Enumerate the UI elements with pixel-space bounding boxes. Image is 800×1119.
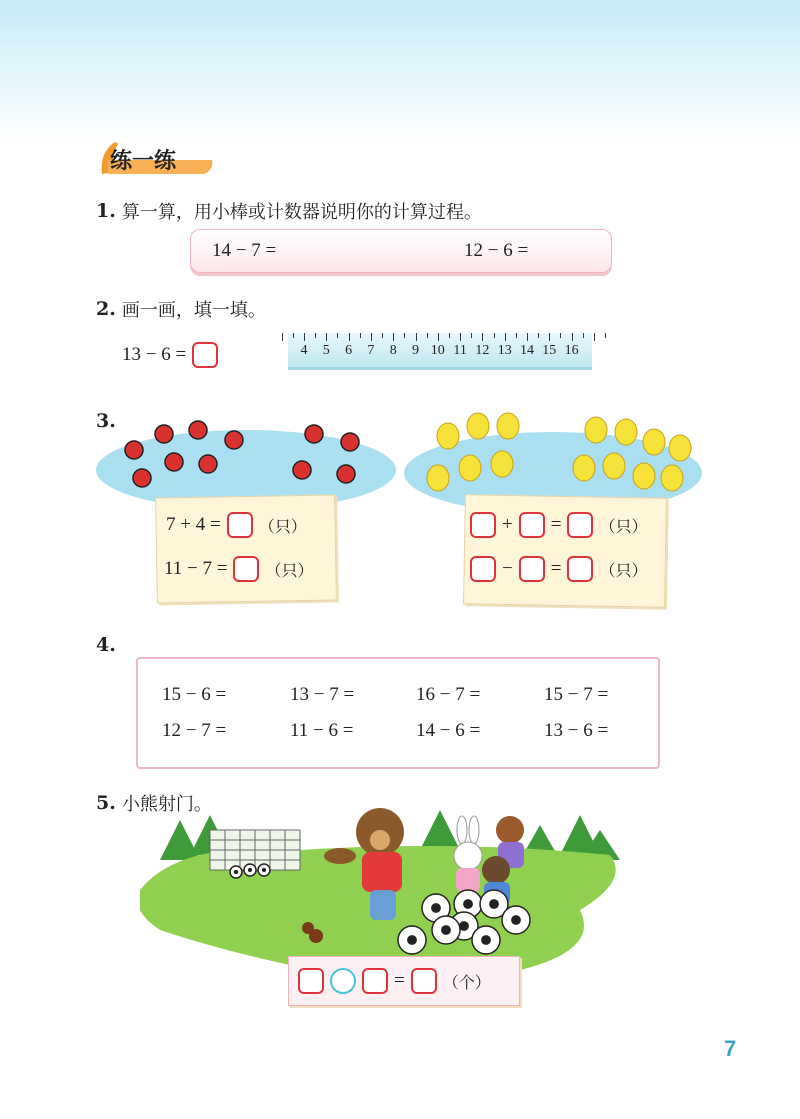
answer-box[interactable] <box>362 968 388 994</box>
ruler-tick <box>605 333 606 338</box>
ruler-tick <box>382 333 383 338</box>
ruler-tick <box>404 333 405 338</box>
ruler-tick <box>460 333 461 341</box>
q4-expr: 11 − 6 = <box>290 720 354 741</box>
q4-expr: 12 − 7 = <box>162 720 227 741</box>
unit-label: （只） <box>599 560 648 580</box>
ruler-label: 7 <box>367 343 375 358</box>
ruler-label: 14 <box>520 343 534 358</box>
q4-expr: 16 − 7 = <box>416 684 481 705</box>
ruler-tick <box>416 333 417 341</box>
chick-icon <box>643 429 665 455</box>
ruler-tick <box>505 333 506 341</box>
operator: − <box>502 558 513 579</box>
ruler-tick <box>304 333 305 341</box>
ruler-tick <box>427 333 428 338</box>
chick-icon <box>603 453 625 479</box>
question-number: 5. <box>96 792 116 814</box>
question-2 <box>96 296 266 322</box>
ruler-tick <box>349 333 350 341</box>
chick-group <box>424 406 704 506</box>
ruler-tick <box>393 333 394 341</box>
answer-box[interactable] <box>233 556 259 582</box>
ladybug-icon <box>133 469 151 487</box>
chick-icon <box>633 463 655 489</box>
ladybug-icon <box>189 421 207 439</box>
answer-box[interactable] <box>192 342 218 368</box>
ruler-tick <box>326 333 327 341</box>
ruler-tick <box>583 333 584 338</box>
ladybug-icon <box>225 431 243 449</box>
chick-icon <box>669 435 691 461</box>
chick-icon <box>615 419 637 445</box>
answer-box[interactable] <box>470 512 496 538</box>
chick-icon <box>427 465 449 491</box>
soccer-ball-patch <box>481 935 491 945</box>
question-text: 画一画，填一填。 <box>121 300 266 321</box>
ruler-tick <box>494 333 495 338</box>
answer-box[interactable] <box>519 556 545 582</box>
ruler-tick <box>438 333 439 341</box>
ruler-tick <box>282 333 283 341</box>
answer-box[interactable] <box>519 512 545 538</box>
ladybug-icon <box>165 453 183 471</box>
ruler-label: 11 <box>453 343 467 358</box>
q4-card <box>136 657 660 769</box>
q2-equation <box>122 342 218 368</box>
operator: = <box>550 514 562 535</box>
ladybug-icon <box>125 441 143 459</box>
chick-icon <box>491 451 513 477</box>
operator: = <box>394 970 405 991</box>
ruler-label: 13 <box>497 343 512 358</box>
ladybug-icon <box>199 455 217 473</box>
unit-label: （个） <box>442 972 491 992</box>
question-3-number: 3. <box>96 410 116 432</box>
soccer-scene <box>140 800 630 980</box>
q2-expr: 13 − 6 = <box>122 344 187 365</box>
rabbit-character <box>454 816 482 892</box>
ruler-tick <box>315 333 316 338</box>
ruler-label: 9 <box>412 343 419 358</box>
chick-icon <box>437 423 459 449</box>
q5-equation <box>298 968 491 994</box>
soccer-ball-patch <box>407 935 417 945</box>
question-4-number: 4. <box>96 634 116 656</box>
unit-label: （只） <box>265 560 314 580</box>
unit-label: （只） <box>599 516 648 536</box>
q1-expr-2: 12 − 6 = <box>464 240 529 261</box>
q4-expr: 13 − 7 = <box>290 684 355 705</box>
ladybug-icon <box>337 465 355 483</box>
ruler-label: 12 <box>475 343 490 358</box>
answer-box[interactable] <box>227 512 253 538</box>
q1-expr-1: 14 − 7 = <box>212 240 277 261</box>
ruler-tick <box>371 333 372 341</box>
soccer-ball-patch <box>511 915 521 925</box>
ruler-tick <box>516 333 517 338</box>
page-number: 7 <box>724 1036 737 1061</box>
ruler-tick <box>549 333 550 341</box>
ruler-label: 6 <box>345 343 353 358</box>
ruler-label: 16 <box>564 343 579 358</box>
ladybug-icon <box>341 433 359 451</box>
soccer-ball-patch <box>489 899 499 909</box>
operator: + <box>502 514 513 535</box>
q3-right-row1 <box>470 512 647 538</box>
ruler-label: 5 <box>322 343 330 358</box>
soccer-ball-patch <box>441 925 451 935</box>
ruler-label: 10 <box>430 343 445 358</box>
ruler-label: 8 <box>389 343 397 358</box>
ruler-tick <box>293 333 294 338</box>
chick-icon <box>497 413 519 439</box>
q4-expr: 15 − 7 = <box>544 684 609 705</box>
question-1 <box>96 198 482 224</box>
ruler-label: 15 <box>542 343 557 358</box>
operator-circle[interactable] <box>330 968 356 994</box>
answer-box[interactable] <box>567 512 593 538</box>
question-text: 小熊射门。 <box>121 794 212 815</box>
soccer-ball-patch <box>463 899 473 909</box>
q3-left-card <box>155 494 337 603</box>
soccer-ball-patch <box>262 868 266 872</box>
unit-label: （只） <box>258 516 307 536</box>
q3-left-row2 <box>164 556 314 582</box>
answer-box[interactable] <box>411 968 437 994</box>
ruler-tick <box>360 333 361 338</box>
chick-icon <box>573 455 595 481</box>
ruler-tick <box>449 333 450 338</box>
expr: 11 − 7 = <box>164 558 228 579</box>
ladybug-icon <box>155 425 173 443</box>
soccer-ball-patch <box>248 868 252 872</box>
q3-left-row1 <box>166 512 307 538</box>
soccer-ball-patch <box>431 903 441 913</box>
ruler-label: 4 <box>300 343 308 358</box>
chick-icon <box>585 417 607 443</box>
ruler-tick <box>572 333 573 341</box>
ruler-tick <box>538 333 539 338</box>
answer-box[interactable] <box>298 968 324 994</box>
section-title: 练一练 <box>110 149 177 174</box>
chick-icon <box>661 465 683 491</box>
ladybug-icon <box>305 425 323 443</box>
answer-box[interactable] <box>567 556 593 582</box>
soccer-ball-patch <box>234 870 238 874</box>
q3-right-row2 <box>470 556 647 582</box>
ruler-tick <box>527 333 528 341</box>
question-number: 1. <box>96 200 116 222</box>
q4-expr: 13 − 6 = <box>544 720 609 741</box>
ruler-tick <box>482 333 483 341</box>
expr: 7 + 4 = <box>166 514 221 535</box>
q4-expr: 15 − 6 = <box>162 684 227 705</box>
q4-expr: 14 − 6 = <box>416 720 481 741</box>
ladybug-group <box>110 412 380 502</box>
ruler-tick <box>471 333 472 338</box>
chick-icon <box>467 413 489 439</box>
operator: = <box>550 558 562 579</box>
question-text: 算一算，用小棒或计数器说明你的计算过程。 <box>121 202 482 223</box>
question-number: 2. <box>96 298 116 320</box>
ruler-tick <box>594 333 595 341</box>
answer-box[interactable] <box>470 556 496 582</box>
goal-net <box>210 830 300 870</box>
chick-icon <box>459 455 481 481</box>
ruler-tick <box>337 333 338 338</box>
ladybug-icon <box>293 461 311 479</box>
ruler-tick <box>560 333 561 338</box>
number-ruler <box>288 333 592 370</box>
